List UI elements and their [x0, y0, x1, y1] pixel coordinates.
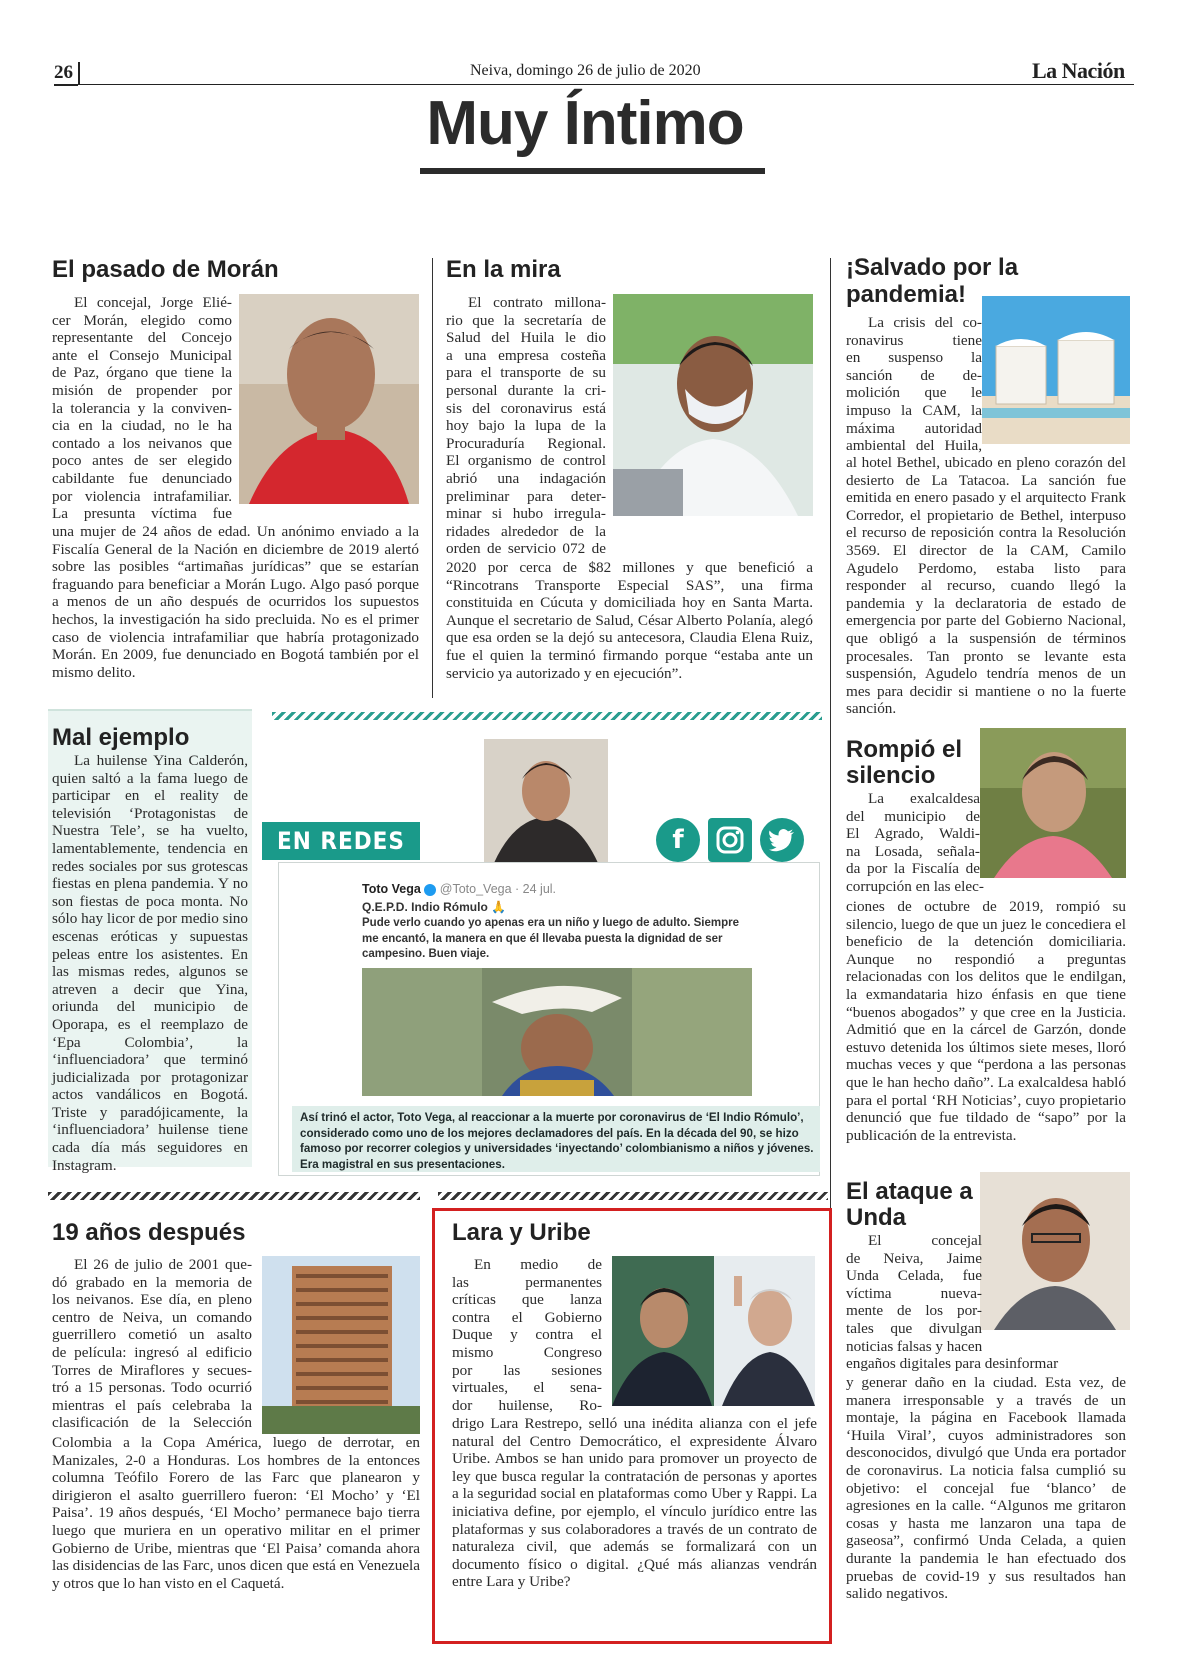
newspaper-logo: La Nación — [1032, 58, 1125, 83]
text-line: El Agrado, Waldi- — [846, 825, 980, 843]
en-redes-label: EN REDES — [262, 822, 420, 860]
text-line: en suspenso la — [846, 349, 982, 367]
text-line: ridades alrededor de la — [446, 522, 606, 540]
text-line: poco antes de ser elegido — [52, 452, 232, 470]
facebook-icon[interactable]: f — [656, 818, 700, 862]
text-line: molición que le — [846, 384, 982, 402]
text-line: de Paz, órgano que tiene la — [52, 364, 232, 382]
hotel-photo — [982, 296, 1130, 444]
text-line: personal durante la cri- — [446, 381, 606, 399]
article-body-mal-ejemplo: La huilense Yina Calderón, quien saltó a la fama luego de participar en el reality de televisión ‘Protagonistas de Nuestra Tele’, se ha vuelto, lamentablemente, tendencia en redes sociales por sus grotescas fiestas en plena pandemia. Y no son fiestas de poca monta. No sólo hay licor de por medio sino escenas eróticas y supuestas peleas entre los asistentes. En las mismas redes, algunos se atreven a decir que Yina, oriunda del municipio de Oporapa, es el reemplazo de ‘Epa Colombia’, la ‘influenciadora’ que terminó judicializada por protagonizar actos vandálicos en Bogotá. Triste y paradójicamente, la ‘influenciadora’ huilense tiene cada día más seguidores en Instagram. — [52, 752, 248, 1174]
article-heading-mal-ejemplo: Mal ejemplo — [52, 724, 190, 751]
divider — [78, 62, 80, 84]
text-line: cabildante fue denunciado — [52, 469, 232, 487]
text-line: Torres de Miraflores y secues- — [52, 1361, 252, 1379]
text-line: de Neiva, Jaime — [846, 1249, 982, 1267]
text-line: tales que divulgan — [846, 1319, 982, 1337]
article-body-lara: drigo Lara Restrepo, selló una inédita alianza con el jefe natural del Centro Democrático, el expresidente Álvaro Uribe. Ambos se han unido para promover un proyecto de ley que busca regular la contratación de personas y aportes a la seguridad social en plataformas como Uber y Rappi. La iniciativa define, por ejemplo, el vínculo jurídico entre las plataformas y sus colaboradores a través de un contrato de naturaleza civil, que además se formalizará con un documento físico o digital. ¿Qué más alianzas vendrán entre Lara y Uribe? — [452, 1415, 817, 1591]
text-line: ambiental del Huila, — [846, 437, 982, 455]
verified-icon — [424, 884, 436, 896]
text-line: los neivanos. Ese día, en pleno — [52, 1291, 252, 1309]
indio-romulo-photo — [362, 968, 752, 1096]
text-line: del municipio de — [846, 807, 980, 825]
text-line: dó grabado en la memoria de — [52, 1273, 252, 1291]
text-line: La crisis del co- — [868, 314, 982, 331]
article-body-mira-narrow — [446, 294, 606, 558]
article-heading-rompio-2: silencio — [846, 762, 936, 789]
text-line: Duque y contra el — [452, 1326, 602, 1344]
secretary-photo — [613, 294, 813, 516]
header-rule — [54, 84, 1134, 85]
page-number: 26 — [54, 62, 78, 86]
article-heading-ataque-1: El ataque a — [846, 1178, 973, 1205]
tweet-text: Pude verlo cuando yo apenas era un niño y luego de adulto. Siempre me encantó, la manera en que él llevaba puesta la dignidad de ser campesino. Buen viaje. — [362, 917, 740, 960]
text-line: virtuales, el sena- — [452, 1379, 602, 1397]
article-heading-moran: El pasado de Morán — [52, 256, 279, 283]
text-line: El organismo de control — [446, 452, 606, 470]
article-body-moran: una mujer de 24 años de edad. Un anónimo enviado a la Fiscalía General de la Nación en diciembre de 2019 alertó sobre las posibles “artimañas jurídicas” que se estarían fraguando para beneficiar a Morán Lugo. Algo pasó porque a menos de un año después de ocurridos los supuestos hechos, la investigación ha sido precluida. No es el primer caso de violencia intrafamiliar que habría protagonizado Morán. En 2009, fue denunciado en Bogotá también por el mismo delito. — [52, 523, 419, 681]
decorative-stripe — [272, 712, 822, 720]
text-line: El 26 de julio de 2001 que- — [74, 1256, 252, 1273]
article-heading-19-anos: 19 años después — [52, 1219, 246, 1246]
article-body-salvado-narrow — [846, 314, 982, 455]
text-line: mente de los por- — [846, 1302, 982, 1320]
article-body-moran-narrow — [52, 294, 232, 523]
article-body-ataque: y generar daño en la ciudad. Esta vez, de manera irresponsable y a través de un montaje, la página en Facebook llamada ‘Huila Viral’, cuyos administradores son desconocidos, divulgó que Unda era portador de coronavirus. La noticia falsa cumplió su objetivo: el concejal fue ‘blanco’ de agresiones en la calle. “Algunos me gritaron cosas y hasta me lanzaron una tapa de gaseosa”, confirmó Unda Celada, a quien durante la pandemia le han efectuado dos pruebas de covid-19 y sus resultados han salido negativos. — [846, 1374, 1126, 1603]
article-heading-mira: En la mira — [446, 256, 561, 283]
text-line: centro de Neiva, un comando — [52, 1308, 252, 1326]
text-line: dor huilense, Ro- — [452, 1396, 602, 1414]
text-line: ante el Consejo Municipal — [52, 346, 232, 364]
article-body-19-anos: Colombia a la Copa América, luego de derrotar, en Manizales, 2-0 a Honduras. Los hombres de la entonces columna Teófilo Forero de las Farc que planearon y dirigieron el asalto guerrillero fueron: ‘El Mocho’ y ‘El Paisa’. 19 años después, ‘El Mocho’ permanece bajo tierra luego que muriera en un operativo militar en el primer Gobierno de Uribe, mientras que ‘El Paisa’ comanda ahora las disidencias de las Farc, unos dicen que está en Venezuela y otros que lo han visto en el Caquetá. — [52, 1434, 420, 1592]
article-body-lara-narrow — [452, 1256, 602, 1414]
decorative-stripe-dark-2 — [438, 1192, 828, 1200]
text-line: críticas que lanza — [452, 1291, 602, 1309]
article-heading-ataque-2: Unda — [846, 1204, 906, 1231]
text-line: Unda Celada, fue — [846, 1267, 982, 1285]
section-title: Muy Íntimo — [426, 89, 744, 158]
text-line: tró a 15 personas. Todo ocurrió — [52, 1379, 252, 1397]
jaime-unda-photo — [980, 1172, 1130, 1330]
text-line: Procuraduría Regional. — [446, 434, 606, 452]
text-line: noticias falsas y hacen — [846, 1337, 983, 1355]
text-line: na Losada, señala- — [846, 842, 980, 860]
text-line: rio que la secretaría de — [446, 311, 606, 329]
text-line: abrió una indagación — [446, 469, 606, 487]
article-body-19-anos-narrow — [52, 1256, 252, 1432]
tweet-line-1: Q.E.P.D. Indio Rómulo 🙏 — [362, 900, 507, 914]
column-rule — [432, 258, 433, 698]
text-line: de película: ingresó al edificio — [52, 1343, 252, 1361]
text-line: por violencia intrafamiliar. — [52, 487, 232, 505]
text-line: mismo Congreso — [452, 1343, 602, 1361]
text-line: sis del coronavirus está — [446, 399, 606, 417]
text-line: clasificación de la Selección — [52, 1414, 252, 1432]
moran-photo — [239, 294, 419, 504]
text-line: las permanentes — [452, 1273, 602, 1291]
twitter-icon[interactable] — [760, 818, 804, 862]
issue-date: Neiva, domingo 26 de julio de 2020 — [470, 62, 701, 79]
text-line: orden de servicio 072 de — [446, 540, 606, 558]
text-line: ronavirus tiene — [846, 331, 982, 349]
article-body-salvado: al hotel Bethel, ubicado en pleno corazón del desierto de La Tatacoa. La sanción fue emitida en enero pasado y el arquitecto Frank Corredor, el propietario de Bethel, interpuso el recurso de reposición contra la Resolución 3569. El director de la CAM, Camilo Agudelo Perdomo, estaba listo para responder al recurso, cuando llegó la pandemia y la declaratoria de estado de emergencia por parte del Gobierno Nacional, que obligó a la suspensión de términos procesales. Tan pronto se levante esta suspensión, Agudelo tendría menos de un mes para decidir si mantiene o no la fuerte sanción. — [846, 454, 1126, 718]
text-line: La exalcaldesa — [868, 790, 980, 807]
text-line: Salud del Huila le dio — [446, 329, 606, 347]
text-line: preliminar para deter- — [446, 487, 606, 505]
text-line: guerrillero cometió un asalto — [52, 1326, 252, 1344]
decorative-stripe-dark — [48, 1192, 420, 1200]
article-body-mira: 2020 por cerca de $82 millones y que benefició a “Rincotrans Transporte Especial SAS”, una firma constituida en Cúcuta y domiciliada hoy en Santa Marta. Aunque el secretario de Salud, César Alberto Polanía, alegó que esa orden se la dejó su antecesora, Claudia Elena Ruiz, fue el quien la terminó firmando porque “estaba ante un servicio ya autorizado y en ejecución”. — [446, 559, 813, 682]
text-line: En medio de — [474, 1256, 602, 1273]
text-line: víctima nueva- — [846, 1284, 982, 1302]
text-line: engaños digitales para desinformar — [846, 1355, 1059, 1373]
text-line: a una empresa costeña — [446, 346, 606, 364]
text-line: El concejal — [868, 1232, 982, 1249]
text-line: representante del Concejo — [52, 329, 232, 347]
text-line: misión de propender por — [52, 381, 232, 399]
text-line: impuso la CAM, la — [846, 401, 982, 419]
torres-miraflores-photo — [262, 1256, 420, 1434]
text-line: La presunta víctima fue — [52, 505, 232, 523]
tweet-author: Toto Vega @Toto_Vega · 24 jul. — [362, 882, 557, 896]
text-line: contado a los neivanos que — [52, 434, 232, 452]
text-line: El concejal, Jorge Elié- — [74, 294, 232, 311]
text-line: corrupción en las elec- — [846, 877, 984, 895]
text-line: la tolerancia y la conviven- — [52, 399, 232, 417]
text-line: mientras el país celebraba la — [52, 1396, 252, 1414]
toto-vega-avatar — [484, 739, 608, 863]
text-line: máxima autoridad — [846, 419, 982, 437]
article-body-rompio-narrow — [846, 790, 984, 896]
text-line: sanción de de- — [846, 366, 982, 384]
article-body-rompio: ciones de octubre de 2019, rompió su silencio, luego de que un juez le concediera el beneficio de la detención domiciliaria. Aunque no respondió a preguntas relacionadas con los delitos que le endilgan, la exmandataria hizo énfasis en que tiene “buenos abogados” y que cree en la Justicia. Admitió que en la cárcel de Garzón, donde estuvo detenida los últimos siete meses, lloró muchas veces y que “perdona a las personas que le han hecho daño”. La exalcaldesa habló para el portal ‘RH Noticias’, cuyo propietario denunció que fue tildado de “sapo” por la publicación de la entrevista. — [846, 898, 1126, 1144]
text-line: El contrato millona- — [468, 294, 606, 311]
waldina-losada-photo — [980, 728, 1126, 878]
text-line: da por la Fiscalía de — [846, 860, 980, 878]
text-line: contra el Gobierno — [452, 1308, 602, 1326]
tweet-caption: Así trinó el actor, Toto Vega, al reaccionar a la muerte por coronavirus de ‘El Indio Rómulo’, considerado como uno de los mejores declamadores del país. En la década del 90, se hizo famoso por recorrer colegios y universidades ‘inyectando’ colombianismo a niños y jóvenes. Era magistral en sus presentaciones. — [300, 1111, 814, 1171]
text-line: para el transporte de su — [446, 364, 606, 382]
text-line: hoy bajo la lupa de la — [446, 417, 606, 435]
text-line: por las sesiones — [452, 1361, 602, 1379]
title-underline — [420, 168, 765, 174]
article-heading-lara: Lara y Uribe — [452, 1219, 591, 1246]
text-line: minar si hubo irregula- — [446, 505, 606, 523]
article-heading-salvado: ¡Salvado por la pandemia! — [846, 254, 1019, 308]
article-body-ataque-narrow — [846, 1232, 1059, 1373]
instagram-icon[interactable] — [708, 818, 752, 862]
text-line: cia en la ciudad, no le ha — [52, 417, 232, 435]
article-heading-rompio-1: Rompió el — [846, 736, 963, 763]
text-line: cer Morán, elegido como — [52, 311, 232, 329]
lara-uribe-photo — [612, 1256, 815, 1406]
